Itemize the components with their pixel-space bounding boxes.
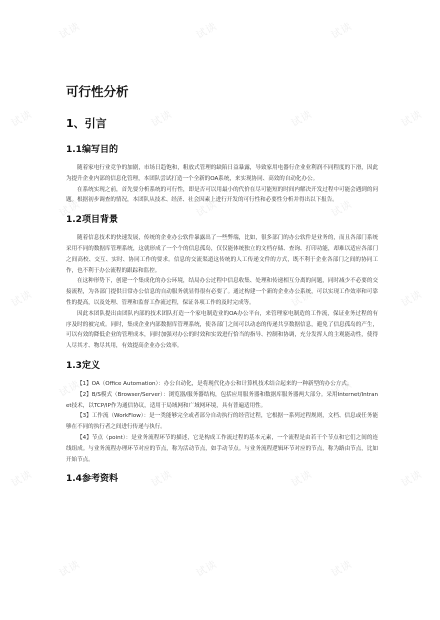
watermark: 试读 <box>289 288 315 310</box>
watermark: 试读 <box>399 288 425 310</box>
definition-item: 【1】OA（Office Automation）：办公自动化，是将现代化办公和计算机技术结合起来的一种新型的办公方式。 <box>77 380 353 387</box>
watermark: 试读 <box>149 108 175 130</box>
section-heading-introduction: 1、引言 <box>66 117 107 130</box>
watermark: 试读 <box>57 378 83 400</box>
paragraph: 在这种形势下，创建一个集成化的办公环境，结局办公过程中信息收集、处理和传递相互分离的问题，同时减少不必要的交接流程，为各部门提供日常办公信息的自动服务就显得很有必要了。通过构建一个新的企业办公系统，可以实现工作效率和可靠性的提高，以及处理、管理和监督工作流过程，保证各项工作的及时完成等。 <box>66 278 378 306</box>
subsection-heading-definitions: 1.3定义 <box>66 360 100 371</box>
watermark: 试读 <box>194 558 220 580</box>
watermark: 试读 <box>57 558 83 580</box>
subsection-heading-purpose: 1.1编写目的 <box>66 145 118 155</box>
watermark: 试读 <box>399 108 425 130</box>
document-title: 可行性分析 <box>66 84 129 99</box>
watermark: 试读 <box>194 378 220 400</box>
watermark: 试读 <box>329 198 355 220</box>
watermark: 试读 <box>9 108 35 130</box>
watermark: 试读 <box>329 378 355 400</box>
watermark: 试读 <box>329 558 355 580</box>
subsection-heading-background: 1.2项目背景 <box>66 215 118 226</box>
paragraph: 在系统实现之前，首先要分析系统的可行性，即是否可以用最小的代价在尽可能短的时间内解决开发过程中可能会遇到的问题。根据初步调查的情况，本团队从技术、经济、社会因素上进行开发的可行性和必要性分析并得出以下报告。 <box>66 186 378 204</box>
watermark: 试读 <box>57 20 83 42</box>
watermark: 试读 <box>399 468 425 490</box>
watermark: 试读 <box>9 288 35 310</box>
watermark: 试读 <box>289 108 315 130</box>
watermark: 试读 <box>57 198 83 220</box>
watermark: 试读 <box>149 288 175 310</box>
definition-item: 【2】B/S模式（Browser/Server）：浏览器/服务器结构，包括应用服务器和数据库服务器两大部分。采用Internet/Intranet技术，以TCP/IP作为通信协议，适用于局域网和广域网环境，具有普遍适用性。 <box>66 391 378 409</box>
paragraph: 因此本团队提出由团队内部的技术团队打造一个家电制造业的OA办公平台，来管理家电制造的工作流，保证业务过程的有序及时的被完成。同时，集成企业内部数据库管理系统，使各部门之间可以动态的传递共享数据信息，避免了信息孤岛的产生，可以有效的降低企业的管理成本，同时加强对办公的时效和实效进行恰当的指导、控制和协调，充分发挥人的主观能动性，使得人尽其才、物尽其用，有效提高企业办公效率。 <box>66 310 378 350</box>
definition-item: 【3】工作流（WorkFlow）：是一类能够完全或者部分自动执行的经营过程，它根据一系列过程规则，文档、信息或任务能够在不同的执行者之间进行传递与执行。 <box>66 413 378 431</box>
watermark: 试读 <box>9 468 35 490</box>
paragraph: 随着信息技术的快速发展，传统的企业办公软件暴露出了一些弊端，比如，很多部门的办公软件是业务的，而且各部门系统采用不同的数据库管理系统，这就形成了一个个的信息孤岛，仅仅能体统独立的文档存储、查询、打印功能，却难以适应各部门之间高校、交互、实时、协同工作的要求。信息的交流渠道这传统的人工传递文件的方式，既不利于企业各部门之间的协同工作，也不利于办公流程的跟踪和监控。 <box>66 235 378 274</box>
watermark: 试读 <box>149 468 175 490</box>
definition-item: 【4】节点（point）：是业务流程环节的描述，它是构成工作流过程的基本元素，一个流程是由若干个节点和它们之间的连线组成。与业务流程办理环节对应的节点，称为活动节点，如手动节点。与业务流程逻辑环节对应的节点，称为路由节点，比如开始节点。 <box>66 434 378 463</box>
watermark: 试读 <box>194 20 220 42</box>
subsection-heading-references: 1.4参考资料 <box>66 474 118 485</box>
watermark: 试读 <box>289 468 315 490</box>
document-body <box>66 84 378 492</box>
watermark: 试读 <box>329 20 355 42</box>
paragraph: 随着家电行业竞争的加剧，市场日趋饱和，粗放式管理的缺陷日益暴露，导致家用电器行企业业利润不同程度的下滑，因此为提升企业内部的信息化管理，本团队尝试打造一个全新的OA系统，来实现协同、高效的自动化办公。 <box>66 165 378 182</box>
watermark: 试读 <box>194 198 220 220</box>
